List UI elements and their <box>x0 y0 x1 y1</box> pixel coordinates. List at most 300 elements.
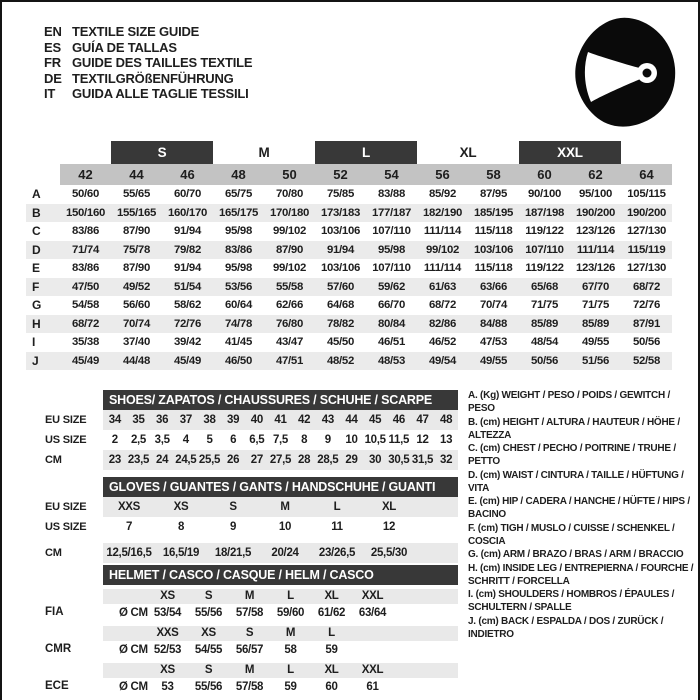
helmet-size-label: XXL <box>361 664 384 676</box>
size-label: 44 <box>111 164 162 185</box>
size-value: 51/56 <box>581 354 609 367</box>
helmet-size-label: S <box>204 590 213 602</box>
size-value: 35/38 <box>71 336 99 348</box>
helmet-value-row <box>103 641 458 659</box>
size-value: 45/49 <box>173 354 201 367</box>
helmet-size-label: S <box>245 627 254 639</box>
helmet-table <box>103 565 458 696</box>
measure-row <box>26 278 672 297</box>
size-value: 95/98 <box>377 243 405 256</box>
size-value: 83/88 <box>377 188 405 200</box>
size-value: 187/198 <box>524 206 565 219</box>
size-value: 95/100 <box>578 188 613 200</box>
size-value: 71/75 <box>530 299 558 311</box>
language-code: EN <box>44 24 62 39</box>
legend-item: D. (cm) WAIST / CINTURA / TAILLE / HÜFTUNG / VITA <box>468 469 684 494</box>
helmet-value: 61/62 <box>317 607 346 619</box>
size-value: 85/89 <box>530 317 558 330</box>
cell-value: 38 <box>203 414 216 426</box>
size-value: 87/90 <box>122 262 150 274</box>
legend-item: C. (cm) CHEST / PECHO / POITRINE / TRUHE / PETTO <box>468 443 676 467</box>
shoes-us-row <box>103 430 458 450</box>
size-value: 48/53 <box>377 354 405 367</box>
size-value: 165/175 <box>218 206 259 219</box>
size-value: 70/74 <box>479 299 507 311</box>
size-value: 91/94 <box>173 225 201 237</box>
size-value: 150/160 <box>65 206 106 219</box>
helmet-value: 56/57 <box>235 644 264 656</box>
cell-value: 10,5 <box>364 434 386 446</box>
cell-value: 34 <box>108 414 121 426</box>
size-value: 76/80 <box>275 317 303 330</box>
shoes-table <box>103 390 458 470</box>
cell-value: 8 <box>177 521 185 533</box>
language-row <box>44 86 252 102</box>
helmet-value: 61 <box>366 681 379 693</box>
cell-value: 5 <box>206 434 213 446</box>
racing-helmet-icon <box>556 12 688 136</box>
cell-value: XL <box>381 501 397 513</box>
helmet-value-row <box>103 604 458 622</box>
size-value: 99/102 <box>272 262 307 274</box>
size-value: 83/86 <box>71 225 99 237</box>
row-label: CM <box>45 547 62 559</box>
shoes-table-title: SHOES/ ZAPATOS / CHAUSSURES / SCHUHE / SCARPE <box>103 390 458 410</box>
size-value: 63/66 <box>479 280 507 293</box>
cell-value: 3,5 <box>154 434 170 446</box>
cell-value: 18/21,5 <box>214 547 252 559</box>
size-group-m: M <box>258 145 270 160</box>
cell-value: 41 <box>274 414 287 426</box>
cell-value: 31,5 <box>411 454 434 466</box>
standard-label: ECE <box>45 680 69 692</box>
size-value: 84/88 <box>479 317 507 330</box>
gloves-eu-row <box>103 497 458 517</box>
size-value: 115/118 <box>474 262 513 274</box>
helmet-size-band <box>103 589 458 604</box>
cell-value: XS <box>173 501 189 513</box>
helmet-standard-labels <box>45 565 95 695</box>
measure-row <box>26 222 672 241</box>
size-value: 99/102 <box>425 243 460 256</box>
size-value: 48/52 <box>326 354 354 367</box>
helmet-value: 55/56 <box>194 681 223 693</box>
size-value: 49/55 <box>479 354 507 367</box>
size-group-xxl: XXL <box>519 141 621 164</box>
language-title: GUÍA DE TALLAS <box>72 39 177 55</box>
size-value: 65/68 <box>530 280 558 293</box>
size-value: 91/94 <box>326 243 354 256</box>
textile-size-table <box>26 141 672 370</box>
size-label: 62 <box>570 164 621 185</box>
size-value: 62/66 <box>275 299 303 311</box>
size-value: 68/72 <box>71 317 99 330</box>
cell-value: 12 <box>416 434 429 446</box>
size-label: 58 <box>468 164 519 185</box>
legend-item: A. (Kg) WEIGHT / PESO / POIDS / GEWITCH / PESO <box>468 390 670 414</box>
size-value: 75/78 <box>122 243 150 256</box>
size-value: 79/82 <box>173 243 201 256</box>
helmet-size-label: M <box>285 627 296 639</box>
size-value: 72/76 <box>173 317 201 330</box>
cell-value: M <box>280 501 290 513</box>
size-value: 52/58 <box>632 354 660 367</box>
size-value: 123/126 <box>575 262 616 274</box>
helmet-value: 58 <box>284 644 297 656</box>
size-value: 190/200 <box>626 206 667 219</box>
standard-label: FIA <box>45 606 64 618</box>
cell-value: 45 <box>369 414 382 426</box>
size-value: 50/60 <box>71 188 99 200</box>
measure-row <box>26 296 672 315</box>
size-value: 68/72 <box>632 280 660 293</box>
helmet-size-label: XL <box>324 590 339 602</box>
cell-value: 27,5 <box>269 454 292 466</box>
size-value: 64/68 <box>326 299 354 311</box>
size-value: 71/74 <box>71 243 99 256</box>
size-value: 119/122 <box>525 225 564 237</box>
size-value: 60/64 <box>224 299 252 311</box>
size-label: 60 <box>519 164 570 185</box>
size-value: 85/89 <box>581 317 609 330</box>
cell-value: 37 <box>179 414 192 426</box>
shoes-row-labels <box>45 410 86 470</box>
size-value: 107/110 <box>525 243 564 256</box>
legend-item: E. (cm) HIP / CADERA / HANCHE / HÜFTE / HIPS / BACINO <box>468 496 690 520</box>
shoes-eu-row <box>103 410 458 430</box>
size-value: 170/180 <box>269 206 310 219</box>
helmet-size-label: M <box>244 664 255 676</box>
cell-value: 23,5 <box>127 454 150 466</box>
measure-rows <box>26 185 672 370</box>
size-label: 54 <box>366 164 417 185</box>
size-value: 90/100 <box>527 188 562 200</box>
size-value: 49/52 <box>122 280 150 293</box>
row-letter: G <box>32 298 42 312</box>
cell-value: 23/26,5 <box>318 547 356 559</box>
helmet-table-title: HELMET / CASCO / CASQUE / HELM / CASCO <box>103 565 458 585</box>
size-value: 57/60 <box>326 280 354 293</box>
helmet-size-label: L <box>287 664 294 676</box>
size-value: 50/56 <box>632 336 660 348</box>
helmet-value: 59/60 <box>276 607 305 619</box>
size-value: 46/52 <box>428 336 456 348</box>
measure-row <box>26 352 672 371</box>
language-list <box>44 24 252 102</box>
size-value: 111/114 <box>576 243 615 256</box>
legend-item: G. (cm) ARM / BRAZO / BRAS / ARM / BRACCIO <box>468 549 684 560</box>
cell-value: 2 <box>111 434 118 446</box>
row-letter: F <box>32 279 40 294</box>
size-value: 51/54 <box>173 280 201 293</box>
cell-value: 28 <box>298 454 311 466</box>
helmet-size-label: XL <box>324 664 339 676</box>
cell-value: 47 <box>416 414 429 426</box>
size-value: 43/47 <box>275 336 303 348</box>
cell-value: 9 <box>229 521 237 533</box>
size-value: 56/60 <box>122 299 150 311</box>
size-value: 61/63 <box>428 280 456 293</box>
size-value: 72/76 <box>632 299 660 311</box>
row-letter: C <box>32 224 41 238</box>
gloves-cm-row <box>103 543 458 563</box>
helmet-size-label: XXL <box>361 590 384 602</box>
size-value: 71/75 <box>581 299 609 311</box>
size-value: 87/95 <box>479 188 507 200</box>
size-value: 54/58 <box>71 299 99 311</box>
size-value: 74/78 <box>224 317 252 330</box>
measure-row <box>26 315 672 334</box>
helmet-value: 59 <box>284 681 297 693</box>
cell-value: 9 <box>324 434 331 446</box>
cell-value: 24 <box>156 454 169 466</box>
helmet-size-label: S <box>204 664 213 676</box>
size-value: 105/115 <box>627 188 666 200</box>
language-code: ES <box>44 39 61 55</box>
cell-value: S <box>229 501 237 513</box>
cell-value: 36 <box>156 414 169 426</box>
size-value: 70/74 <box>122 317 150 330</box>
helmet-size-band <box>103 663 458 678</box>
size-value: 47/51 <box>275 354 303 367</box>
legend-item: B. (cm) HEIGHT / ALTURA / HAUTEUR / HÖHE / ALTEZZA <box>468 416 680 441</box>
size-value: 83/86 <box>224 243 252 256</box>
cell-value: 39 <box>227 414 240 426</box>
size-value: 85/92 <box>428 188 456 200</box>
cell-value: 6,5 <box>249 434 265 446</box>
helmet-size-label: XS <box>160 590 175 602</box>
row-letter: J <box>32 353 39 368</box>
helmet-size-label: M <box>244 590 255 602</box>
helmet-value: 54/55 <box>194 644 223 656</box>
size-value: 107/110 <box>372 262 411 274</box>
size-group-s: S <box>111 141 213 164</box>
cell-value: XXS <box>117 501 141 513</box>
language-code: IT <box>44 86 56 101</box>
size-value: 127/130 <box>626 262 667 274</box>
helmet-size-label: XS <box>160 664 175 676</box>
size-value: 48/54 <box>530 336 558 348</box>
cell-value: 29 <box>345 454 358 466</box>
helmet-value: 59 <box>325 644 338 656</box>
row-letter: D <box>32 242 41 257</box>
helmet-value: 53/54 <box>153 607 182 619</box>
language-title: GUIDA ALLE TAGLIE TESSILI <box>72 86 249 101</box>
size-value: 67/70 <box>581 280 609 293</box>
size-group-xl: XL <box>459 145 477 160</box>
size-row-spacer <box>26 164 60 185</box>
size-value: 60/70 <box>173 188 201 200</box>
size-value: 182/190 <box>422 206 463 219</box>
diameter-cm-label: Ø CM <box>119 681 148 693</box>
size-value: 127/130 <box>626 225 667 237</box>
size-value: 82/86 <box>428 317 456 330</box>
legend-item: J. (cm) BACK / ESPALDA / DOS / ZURÜCK / INDIETRO <box>468 615 664 640</box>
size-value: 177/187 <box>371 206 412 219</box>
size-label: 64 <box>621 164 672 185</box>
cell-value: 13 <box>440 434 453 446</box>
standard-label: CMR <box>45 643 72 655</box>
measure-row <box>26 259 672 278</box>
helmet-value: 57/58 <box>235 681 264 693</box>
cell-value: 11 <box>331 521 343 533</box>
cell-value: 16,5/19 <box>162 547 200 559</box>
size-value: 107/110 <box>372 225 411 237</box>
size-value: 160/170 <box>167 206 208 219</box>
numeric-size-header-row <box>26 164 672 185</box>
size-value: 103/106 <box>320 262 361 274</box>
size-value: 115/118 <box>474 225 513 237</box>
cell-value: 30 <box>369 454 382 466</box>
cell-value: 40 <box>250 414 263 426</box>
measure-row <box>26 185 672 204</box>
size-value: 173/183 <box>320 206 361 219</box>
size-value: 95/98 <box>224 225 252 237</box>
cell-value: 2,5 <box>130 434 147 446</box>
cell-value: 30,5 <box>388 454 410 466</box>
cell-value: 4 <box>182 434 189 446</box>
row-letter: I <box>32 335 36 349</box>
size-value: 119/122 <box>525 262 564 274</box>
gloves-row-labels <box>45 497 86 563</box>
size-value: 58/62 <box>173 299 201 311</box>
language-row <box>44 40 252 56</box>
shoes-cm-row <box>103 450 458 470</box>
size-value: 49/55 <box>581 336 609 348</box>
row-letter: E <box>32 261 40 275</box>
helmet-size-label: XS <box>201 627 216 639</box>
cell-value: 44 <box>345 414 358 426</box>
cell-value: 23 <box>108 454 121 466</box>
size-value: 65/75 <box>224 188 252 200</box>
row-letter: A <box>32 187 41 201</box>
size-value: 115/119 <box>627 243 666 256</box>
size-value: 49/54 <box>428 354 456 367</box>
cell-value: L <box>333 501 341 513</box>
language-code: FR <box>44 55 61 70</box>
size-label: 48 <box>213 164 264 185</box>
size-value: 83/86 <box>71 262 99 274</box>
size-value: 75/85 <box>326 188 354 200</box>
language-title: TEXTILE SIZE GUIDE <box>72 24 200 39</box>
size-label: 50 <box>264 164 315 185</box>
helmet-value: 57/58 <box>235 607 264 619</box>
size-value: 46/51 <box>377 336 405 348</box>
size-value: 87/91 <box>632 317 660 330</box>
size-value: 68/72 <box>428 299 456 311</box>
legend-item: H. (cm) INSIDE LEG / ENTREPIERNA / FOURCHE / SCHRITT / FORCELLA <box>468 562 694 587</box>
empty-cell <box>103 589 147 604</box>
language-title: GUIDE DES TAILLES TEXTILE <box>72 55 253 70</box>
helmet-value: 63/64 <box>358 607 387 619</box>
cell-value: 12 <box>382 521 396 533</box>
cell-value: 43 <box>321 414 334 426</box>
size-value: 87/90 <box>275 243 303 256</box>
language-code: DE <box>44 70 62 86</box>
helmet-value: 53 <box>161 681 174 693</box>
size-value: 99/102 <box>272 225 307 237</box>
helmet-value: 55/56 <box>194 607 223 619</box>
size-value: 66/70 <box>377 299 405 311</box>
size-group-header-row <box>26 141 672 164</box>
cell-value: 35 <box>132 414 145 426</box>
size-value: 47/53 <box>479 336 507 348</box>
row-label: US SIZE <box>45 521 87 533</box>
row-label: CM <box>45 454 62 466</box>
cell-value: 46 <box>392 414 405 426</box>
row-label: US SIZE <box>45 434 87 446</box>
helmet-standard-rows <box>103 589 458 696</box>
cell-value: 6 <box>230 434 237 446</box>
size-value: 44/48 <box>122 354 150 367</box>
size-value: 80/84 <box>377 317 405 330</box>
cell-value: 27 <box>250 454 263 466</box>
size-value: 46/50 <box>224 354 252 367</box>
cell-value: 26 <box>227 454 240 466</box>
size-value: 45/49 <box>71 354 99 367</box>
empty-cell <box>103 663 147 678</box>
size-value: 87/90 <box>122 225 150 237</box>
gloves-us-row <box>103 517 458 537</box>
size-value: 111/114 <box>423 225 462 237</box>
size-value: 103/106 <box>473 243 514 256</box>
cell-value: 48 <box>440 414 453 426</box>
helmet-size-label: L <box>287 590 294 602</box>
row-letter: B <box>32 205 41 220</box>
helmet-value: 60 <box>325 681 338 693</box>
cell-value: 25,5/30 <box>370 547 408 559</box>
diameter-cm-label: Ø CM <box>119 644 148 656</box>
cell-value: 20/24 <box>271 547 299 559</box>
size-value: 111/114 <box>423 262 462 274</box>
cell-value: 24,5 <box>175 454 197 466</box>
size-value: 155/165 <box>116 206 157 219</box>
gloves-table-title: GLOVES / GUANTES / GANTS / HANDSCHUHE / GUANTI <box>103 477 458 497</box>
row-letter: H <box>32 316 41 331</box>
size-value: 190/200 <box>575 206 616 219</box>
gloves-table <box>103 477 458 563</box>
size-value: 123/126 <box>575 225 616 237</box>
size-value: 55/65 <box>122 188 150 200</box>
size-label: 42 <box>60 164 111 185</box>
size-label: 46 <box>162 164 213 185</box>
size-value: 41/45 <box>224 336 252 348</box>
measurement-legend <box>468 389 697 641</box>
cell-value: 10 <box>345 434 358 446</box>
empty-cell <box>103 626 147 641</box>
diameter-cm-label: Ø CM <box>119 607 148 619</box>
measure-row <box>26 333 672 352</box>
cell-value: 42 <box>298 414 311 426</box>
cell-value: 7,5 <box>272 434 289 446</box>
cell-value: 28,5 <box>317 454 339 466</box>
helmet-size-label: XXS <box>156 627 179 639</box>
size-value: 70/80 <box>275 188 303 200</box>
size-value: 55/58 <box>275 280 303 293</box>
size-label: 56 <box>417 164 468 185</box>
helmet-value-row <box>103 678 458 696</box>
measure-row <box>26 241 672 260</box>
cell-value: 11,5 <box>388 434 410 446</box>
legend-item: I. (cm) SHOULDERS / HOMBROS / ÉPAULES / SCHULTERN / SPALLE <box>468 589 675 613</box>
size-value: 47/50 <box>71 280 99 293</box>
language-row <box>44 71 252 87</box>
size-value: 78/82 <box>326 317 354 330</box>
cell-value: 7 <box>125 521 133 533</box>
cell-value: 25,5 <box>198 454 221 466</box>
size-value: 95/98 <box>224 262 252 274</box>
row-label: EU SIZE <box>45 501 87 513</box>
